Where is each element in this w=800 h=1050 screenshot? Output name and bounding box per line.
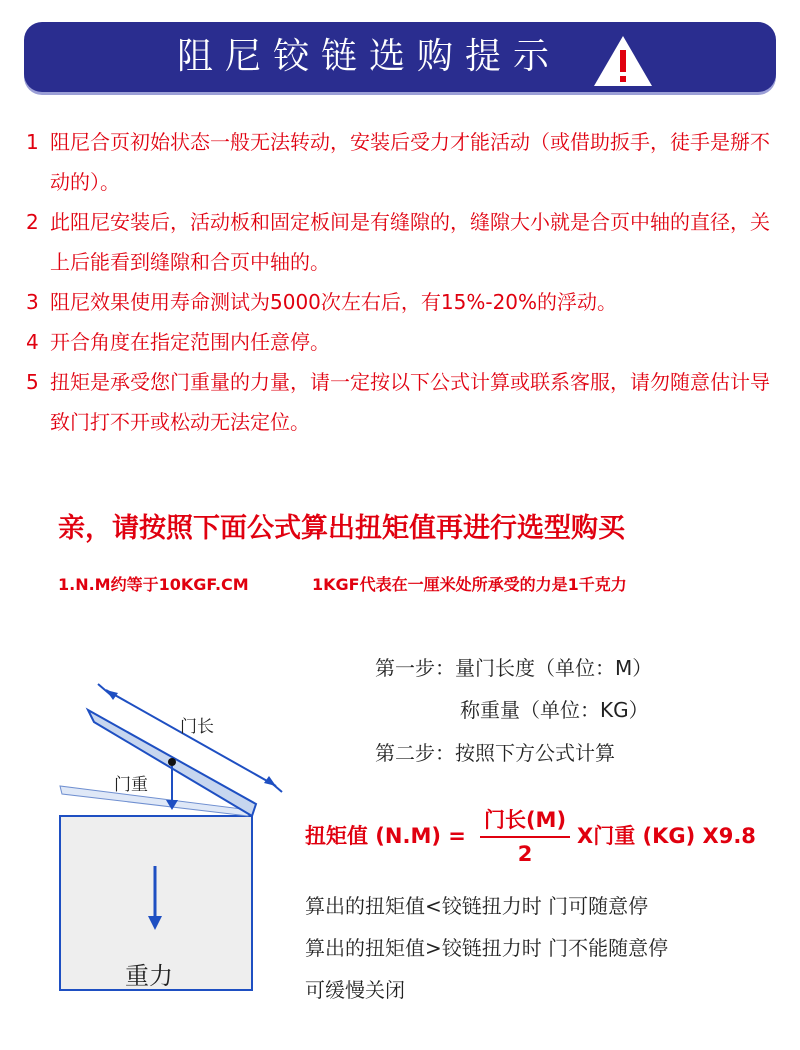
note-number: 1 [26,130,39,154]
result-line-3: 可缓慢关闭 [305,978,405,1002]
note-item [26,122,778,202]
gravity-label: 重力 [125,962,173,990]
formula-right: X门重 (KG) X9.8 [577,824,756,848]
door-hinge-diagram [50,670,300,1000]
note-number: 3 [26,290,39,314]
note-item [26,282,778,322]
section-heading: 亲，请按照下面公式算出扭矩值再进行选型购买 [58,513,625,544]
note-text: 阻尼合页初始状态一般无法转动，安装后受力才能活动（或借助扳手，徒手是掰不动的）。 [50,130,770,194]
warning-icon [592,34,654,88]
fraction-bar [480,836,570,838]
center-of-mass-dot [168,758,176,766]
note-item [26,322,778,362]
fraction-denominator: 2 [517,842,533,866]
definition-unit: 1.N.M约等于10KGF.CM [58,575,249,594]
note-number: 5 [26,370,39,394]
note-number: 4 [26,330,39,354]
formula-fraction [480,806,570,868]
step-two: 第二步：按照下方公式计算 [375,741,615,765]
note-text: 此阻尼安装后，活动板和固定板间是有缝隙的，缝隙大小就是合页中轴的直径，关上后能看到缝隙和合页中轴的。 [50,210,770,274]
door-length-label: 门长 [180,717,214,737]
note-text: 开合角度在指定范围内任意停。 [50,330,330,354]
result-line-1: 算出的扭矩值<铰链扭力时 门可随意停 [305,894,649,918]
step-one-weight: 称重量（单位：KG） [460,698,649,722]
page-title: 阻尼铰链选购提示 [176,36,561,77]
notes-list [26,122,778,442]
note-item [26,362,778,442]
note-text: 扭矩是承受您门重量的力量，请一定按以下公式计算或联系客服，请勿随意估计导致门打不开或松动无法定位。 [50,370,770,434]
header-banner [24,22,776,92]
note-text: 阻尼效果使用寿命测试为5000次左右后，有15%-20%的浮动。 [50,290,618,314]
fraction-numerator: 门长(M) [483,808,567,832]
note-number: 2 [26,210,39,234]
definition-kgf: 1KGF代表在一厘米处所承受的力是1千克力 [312,575,627,594]
result-line-2: 算出的扭矩值>铰链扭力时 门不能随意停 [305,936,669,960]
door-weight-label: 门重 [114,775,148,795]
step-one: 第一步：量门长度（单位：M） [375,656,653,680]
formula-left: 扭矩值 (N.M) = [305,824,466,848]
note-item [26,202,778,282]
